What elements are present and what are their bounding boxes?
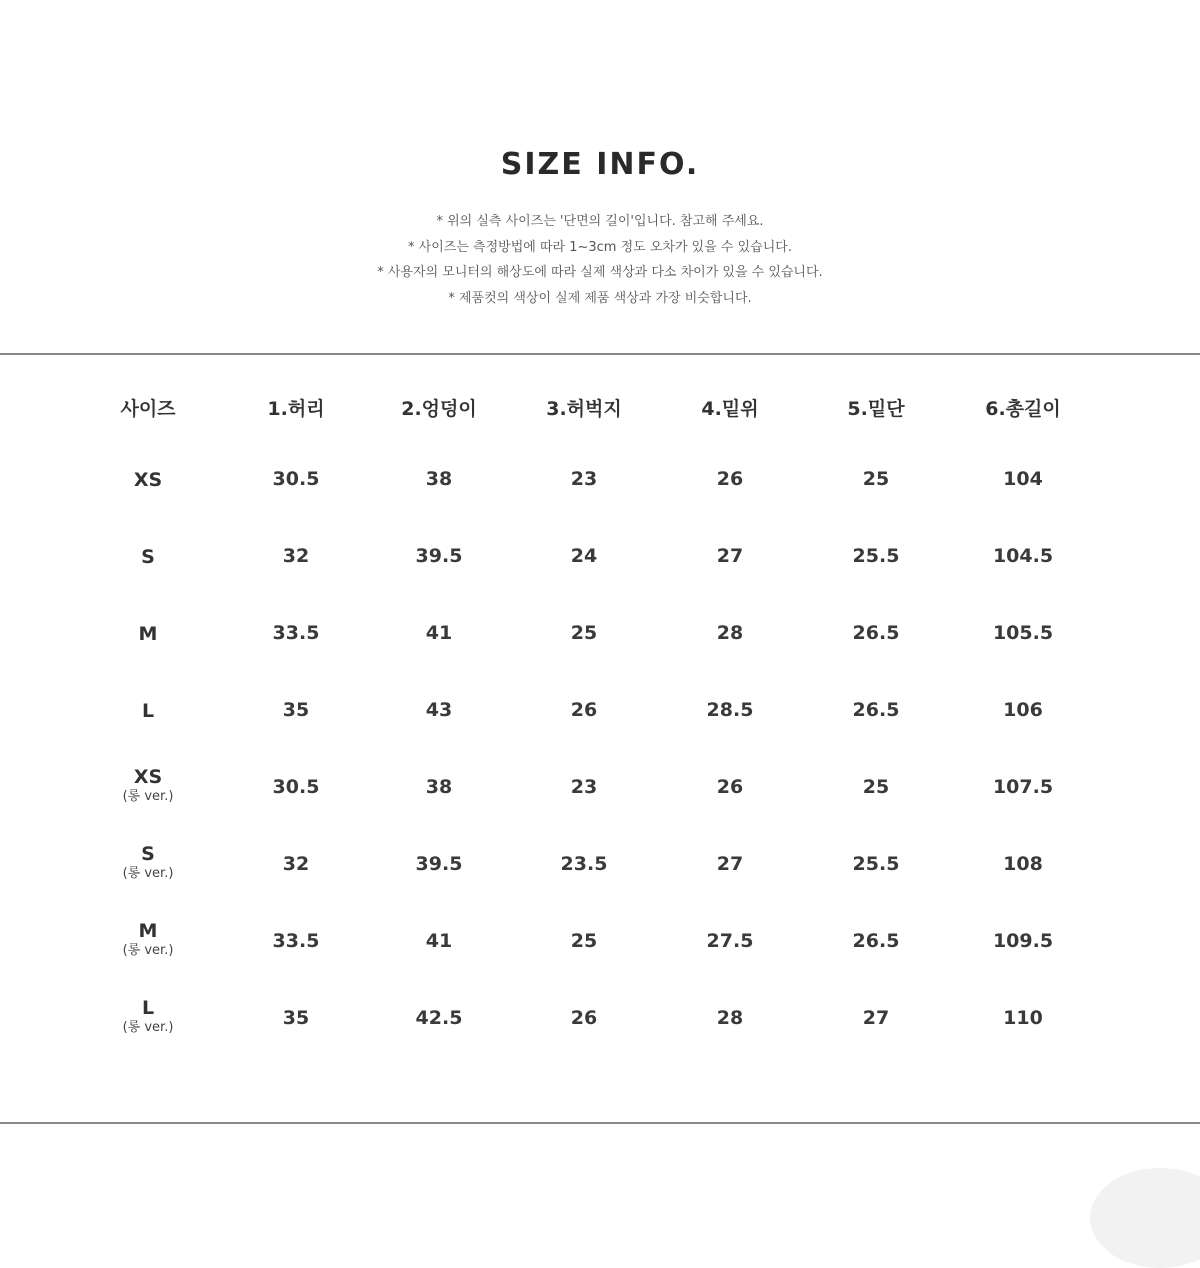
measurement-value: 107.5: [992, 776, 1054, 798]
measurement-value: 35: [282, 1007, 310, 1029]
note-line: * 사용자의 모니터의 해상도에 따라 실제 색상과 다소 차이가 있을 수 있습니다.: [377, 265, 823, 280]
size-label-cell: [123, 843, 174, 883]
size-label: XS: [133, 469, 163, 491]
measurement-value: 26: [570, 1007, 598, 1029]
measurement-value: 38: [425, 468, 453, 490]
header-total-length: 6.총길이: [985, 398, 1061, 420]
note-line: * 사이즈는 측정방법에 따라 1~3cm 정도 오차가 있을 수 있습니다.: [408, 239, 792, 255]
size-label: L: [141, 700, 155, 722]
size-label-cell: [123, 997, 174, 1037]
measurement-value: 104: [1003, 468, 1043, 490]
size-notes: [0, 209, 1200, 311]
measurement-value: 32: [282, 545, 310, 567]
measurement-value: 25: [570, 930, 598, 952]
note-line: * 위의 실측 사이즈는 '단면의 길이'입니다. 참고해 주세요.: [436, 214, 764, 229]
measurement-value: 28: [716, 622, 744, 644]
measurement-value: 28: [716, 1007, 744, 1029]
size-variant-label: (롱 ver.): [122, 1020, 174, 1035]
measurement-value: 26: [570, 699, 598, 721]
header-hip: 2.엉덩이: [401, 398, 477, 420]
header-rise: 4.밑위: [701, 398, 759, 420]
size-label: L: [141, 997, 155, 1019]
size-label-cell: [123, 920, 174, 960]
measurement-value: 30.5: [272, 776, 320, 798]
measurement-value: 25: [570, 622, 598, 644]
size-variant-label: (롱 ver.): [122, 789, 174, 804]
measurement-value: 104.5: [992, 545, 1054, 567]
page-title: SIZE INFO.: [500, 147, 700, 182]
top-divider: [0, 353, 1200, 355]
measurement-value: 28.5: [706, 699, 754, 721]
measurement-value: 109.5: [992, 930, 1054, 952]
measurement-value: 39.5: [415, 545, 463, 567]
measurement-value: 32: [282, 853, 310, 875]
measurement-value: 23: [570, 468, 598, 490]
measurement-value: 105.5: [992, 622, 1054, 644]
size-label: M: [138, 920, 158, 942]
measurement-value: 39.5: [415, 853, 463, 875]
size-label: M: [138, 623, 158, 645]
note-line: * 제품컷의 색상이 실제 제품 색상과 가장 비슷합니다.: [448, 290, 752, 306]
measurement-value: 110: [1003, 1007, 1043, 1029]
measurement-value: 41: [425, 930, 453, 952]
measurement-value: 27: [716, 545, 744, 567]
measurement-value: 24: [570, 545, 598, 567]
header-thigh: 3.허벅지: [546, 398, 622, 420]
size-label-cell: [134, 469, 162, 491]
measurement-value: 26: [716, 776, 744, 798]
header-hem: 5.밑단: [847, 398, 905, 420]
header-size: 사이즈: [120, 398, 176, 420]
measurement-value: 41: [425, 622, 453, 644]
measurement-value: 23: [570, 776, 598, 798]
measurement-value: 33.5: [272, 930, 320, 952]
measurement-value: 26.5: [852, 699, 900, 721]
measurement-value: 25.5: [852, 853, 900, 875]
corner-decoration: [1090, 1168, 1200, 1268]
measurement-value: 26.5: [852, 622, 900, 644]
measurement-value: 106: [1003, 699, 1043, 721]
measurement-value: 43: [425, 699, 453, 721]
measurement-value: 25: [862, 468, 890, 490]
measurement-value: 26.5: [852, 930, 900, 952]
measurement-value: 108: [1003, 853, 1043, 875]
measurement-value: 25: [862, 776, 890, 798]
measurement-value: 26: [716, 468, 744, 490]
size-label-cell: [141, 546, 155, 568]
bottom-divider: [0, 1122, 1200, 1124]
header-waist: 1.허리: [267, 398, 325, 420]
measurement-value: 23.5: [560, 853, 608, 875]
measurement-value: 42.5: [415, 1007, 463, 1029]
measurement-value: 27: [716, 853, 744, 875]
size-label-cell: [139, 623, 158, 645]
measurement-value: 25.5: [852, 545, 900, 567]
size-label: S: [141, 843, 155, 865]
measurement-value: 27.5: [706, 930, 754, 952]
measurement-value: 33.5: [272, 622, 320, 644]
measurement-value: 38: [425, 776, 453, 798]
size-label: S: [141, 546, 155, 568]
size-variant-label: (롱 ver.): [122, 943, 174, 958]
measurement-value: 30.5: [272, 468, 320, 490]
size-label-cell: [142, 700, 154, 722]
size-label-cell: [123, 766, 174, 806]
size-variant-label: (롱 ver.): [122, 866, 174, 881]
size-label: XS: [133, 766, 163, 788]
measurement-value: 27: [862, 1007, 890, 1029]
measurement-value: 35: [282, 699, 310, 721]
